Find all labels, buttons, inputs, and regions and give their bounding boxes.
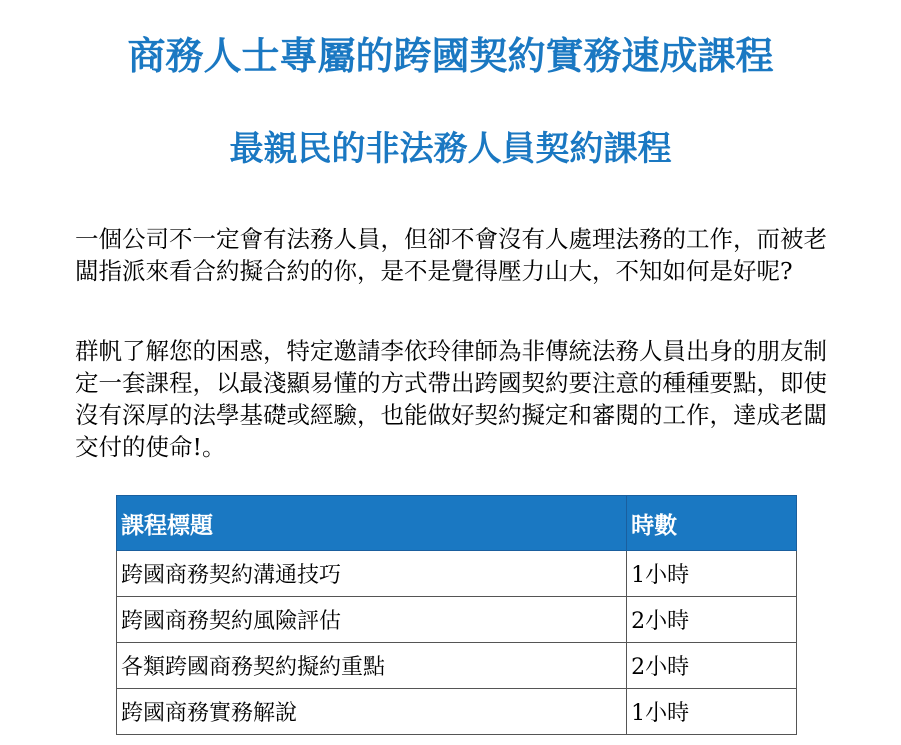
table-row	[117, 551, 797, 597]
table-row	[117, 689, 797, 735]
column-header-course-title: 課程標題	[117, 496, 627, 551]
table-header-row	[117, 496, 797, 551]
course-title-cell: 各類跨國商務契約擬約重點	[117, 643, 627, 689]
course-title-cell: 跨國商務契約溝通技巧	[117, 551, 627, 597]
table-row	[117, 597, 797, 643]
course-hours-cell: 2小時	[627, 643, 797, 689]
table-row	[117, 643, 797, 689]
column-header-hours: 時數	[627, 496, 797, 551]
course-hours-cell: 2小時	[627, 597, 797, 643]
intro-paragraph: 一個公司不一定會有法務人員，但卻不會沒有人處理法務的工作，而被老闆指派來看合約擬合約的你，是不是覺得壓力山大，不知如何是好呢?	[75, 225, 827, 285]
page-subtitle: 最親民的非法務人員契約課程	[229, 129, 672, 169]
course-hours-cell: 1小時	[627, 689, 797, 735]
description-paragraph: 群帆了解您的困惑，特定邀請李依玲律師為非傳統法務人員出身的朋友制定一套課程，以最淺顯易懂的方式帶出跨國契約要注意的種種要點，即使沒有深厚的法學基礎或經驗，也能做好契約擬定和審閱的工作，達成老闆交付的使命!。	[75, 337, 827, 461]
course-title-cell: 跨國商務實務解說	[117, 689, 627, 735]
course-table	[116, 495, 797, 735]
page-title: 商務人士專屬的跨國契約實務速成課程	[127, 33, 774, 78]
course-hours-cell: 1小時	[627, 551, 797, 597]
course-title-cell: 跨國商務契約風險評估	[117, 597, 627, 643]
